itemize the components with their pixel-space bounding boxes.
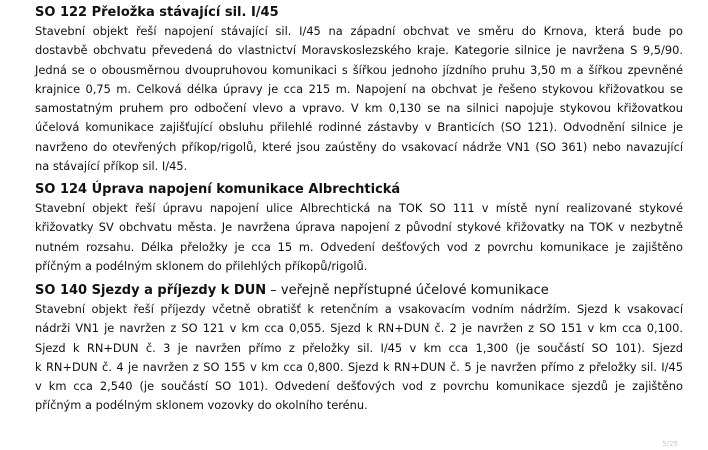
section-heading xyxy=(35,3,683,22)
section-heading xyxy=(35,281,683,300)
paragraph-line: krajnice 0,75 m. Celková délka úpravy je cca 215 m. Napojení na obchvat je řešeno stykovou křižovatkou se xyxy=(35,81,683,96)
section-paragraph xyxy=(35,300,683,416)
section-heading xyxy=(35,180,683,199)
paragraph-line: příčným a podélným sklonem vozovky do okolního terénu. xyxy=(35,398,368,413)
paragraph-line: samostatným pruhem pro odbočení vlevo a vpravo. V km 0,130 se na silnici napojuje stykovou křižovatkou xyxy=(35,101,683,116)
paragraph-line: Stavební objekt řeší napojení stávající sil. I/45 na západní obchvat ve směru do Krnova, která bude po xyxy=(35,24,683,38)
section-title: SO 124 Úprava napojení komunikace Albrechtická xyxy=(35,182,401,197)
paragraph-line: v km cca 2,540 (je součástí SO 101). Odvedení dešťových vod z povrchu komunikace sjezdů je zajištěno xyxy=(35,379,683,394)
paragraph-line: Jedná se o obousměrnou dvoupruhovou komunikaci s šířkou jednoho jízdního pruhu 3,50 m a šířkou zpevněné xyxy=(35,62,683,77)
section-subtitle: – veřejně nepřístupné účelové komunikace xyxy=(266,283,549,298)
paragraph-line: nádrži VN1 je navržen z SO 121 v km cca 0,055. Sjezd k RN+DUN č. 2 je navržen z SO 151 v km cca 0,100. xyxy=(35,321,683,336)
paragraph-line: účelová komunikace zajišťující obsluhu přilehlé rodinné zástavby v Branticích (SO 121). Odvodnění silnice je xyxy=(35,120,683,135)
section-title: SO 140 Sjezdy a příjezdy k DUN xyxy=(35,283,267,298)
section-paragraph xyxy=(35,22,683,176)
section-paragraph xyxy=(35,199,683,276)
paragraph-line: dostavbě obchvatu převedená do vlastnictví Moravskoslezského kraje. Kategorie silnice je navržena S 9,5/90. xyxy=(35,43,683,58)
paragraph-line: k RN+DUN č. 4 je navržen z SO 155 v km cca 0,800. Sjezd k RN+DUN č. 5 je navržen přímo z přeložky sil. I/45 xyxy=(35,359,683,374)
paragraph-line: Sjezd k RN+DUN č. 3 je navržen přímo z přeložky sil. I/45 v km cca 1,300 (je součástí SO 101). Sjezd xyxy=(35,340,683,355)
paragraph-line: Stavební objekt řeší příjezdy včetně obratišť k retenčním a vsakovacím vodním nádržím. Sjezd k vsakovací xyxy=(35,302,683,316)
paragraph-line: Stavební objekt řeší úpravu napojení ulice Albrechtická na TOK SO 111 v místě nyní realizované stykové xyxy=(35,201,683,215)
paragraph-line: navrženo do otevřených příkop/rigolů, které jsou zaústěny do vsakovací nádrže VN1 (SO 361) nebo navazující xyxy=(35,139,683,154)
paragraph-line: na stávající příkop sil. I/45. xyxy=(35,159,188,174)
section-so-122 xyxy=(35,3,683,176)
section-so-140 xyxy=(35,281,683,416)
paragraph-line: křižovatky SV obchvatu města. Je navržena úprava napojení z původní stykové křižovatky na TOK v nezbytně xyxy=(35,220,683,235)
section-title: SO 122 Přeložka stávající sil. I/45 xyxy=(35,5,279,20)
paragraph-line: příčným a podélným sklonem do přilehlých příkopů/rigolů. xyxy=(35,258,368,273)
page-number: 5/25 xyxy=(662,440,678,448)
section-so-124 xyxy=(35,180,683,276)
paragraph-line: nutném rozsahu. Délka přeložky je cca 15 m. Odvedení dešťových vod z povrchu komunikace je zajištěno xyxy=(35,239,683,254)
